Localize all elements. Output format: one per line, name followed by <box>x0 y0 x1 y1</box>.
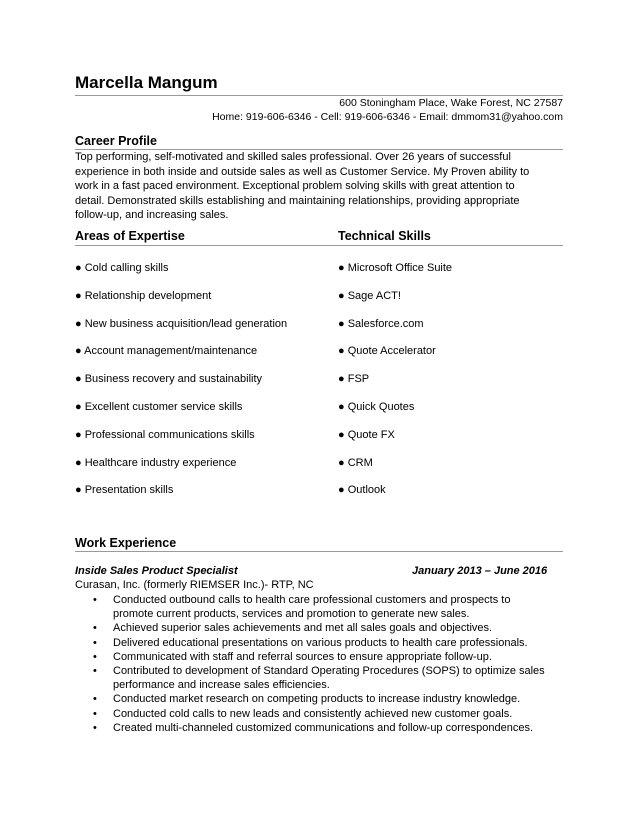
skill-label: Account management/maintenance <box>84 345 258 358</box>
address: 600 Stoningham Place, Wake Forest, NC 27587 <box>339 97 563 109</box>
technical-skill-item <box>338 345 436 357</box>
header-divider <box>75 95 563 96</box>
skill-label: Quick Quotes <box>347 401 415 413</box>
bullet-icon: • <box>93 622 97 635</box>
skill-label: Presentation skills <box>84 484 174 497</box>
duty-text: Communicated with staff and referral sources to ensure appropriate follow-up. <box>113 650 492 663</box>
profile-line: follow-up, and increasing sales. <box>75 209 229 221</box>
work-heading: Work Experience <box>75 536 177 550</box>
skill-label: Business recovery and sustainability <box>84 373 263 386</box>
duty-text: Conducted market research on competing products to increase industry knowledge. <box>113 693 521 706</box>
work-divider <box>75 551 563 552</box>
duty-text: performance and increase sales efficiencies. <box>113 679 330 692</box>
bullet-icon: ● <box>75 317 82 330</box>
bullet-icon: • <box>93 650 97 663</box>
skill-label: Microsoft Office Suite <box>347 262 453 274</box>
bullet-icon: ● <box>338 484 345 497</box>
skill-label: Professional communications skills <box>84 428 255 441</box>
technical-heading: Technical Skills <box>338 229 431 243</box>
expertise-item <box>75 429 255 441</box>
candidate-name: Marcella Mangum <box>75 73 218 92</box>
bullet-icon: • <box>93 594 97 606</box>
expertise-item <box>75 401 242 413</box>
bullet-icon: ● <box>75 262 82 274</box>
career-profile-text <box>75 150 565 223</box>
expertise-item <box>75 345 257 357</box>
technical-skill-item <box>338 457 373 469</box>
bullet-icon: ● <box>75 484 82 497</box>
duty-item <box>93 664 573 692</box>
profile-line: work in a fast paced environment. Exceptional problem solving skills with great attention to <box>75 180 515 192</box>
expertise-item <box>75 262 168 274</box>
skill-label: New business acquisition/lead generation <box>84 317 288 330</box>
technical-skill-item <box>338 373 369 385</box>
duty-text: Contributed to development of Standard Operating Procedures (SOPS) to optimize sales <box>113 665 545 678</box>
bullet-icon: ● <box>75 428 82 441</box>
technical-skill-item <box>338 429 395 441</box>
bullet-icon: ● <box>75 289 82 302</box>
technical-skill-item <box>338 262 452 274</box>
skill-label: Outlook <box>347 484 386 497</box>
job-title: Inside Sales Product Specialist <box>75 565 238 577</box>
bullet-icon: • <box>93 707 97 720</box>
job-duties-list <box>93 593 573 735</box>
duty-item <box>93 707 573 721</box>
contact-line: Home: 919-606-6346 - Cell: 919-606-6346 - Email: dmmom31@yahoo.com <box>212 111 563 123</box>
skill-label: Cold calling skills <box>84 262 169 274</box>
duty-item <box>93 636 573 650</box>
bullet-icon: ● <box>338 456 345 469</box>
skill-label: FSP <box>347 373 370 386</box>
technical-skill-item <box>338 318 424 330</box>
bullet-icon: ● <box>338 262 345 274</box>
profile-line: Top performing, self-motivated and skilled sales professional. Over 26 years of successful <box>75 151 511 163</box>
skill-label: Salesforce.com <box>347 317 424 330</box>
bullet-icon: ● <box>338 428 345 441</box>
bullet-icon: • <box>93 665 97 678</box>
duty-text: Created multi-channeled customized communications and follow-up correspondences. <box>113 721 534 734</box>
bullet-icon: ● <box>338 317 345 330</box>
duty-item <box>93 692 573 706</box>
duty-item <box>93 621 573 635</box>
job-company: Curasan, Inc. (formerly RIEMSER Inc.)- RTP, NC <box>75 579 314 591</box>
expertise-item <box>75 457 236 469</box>
duty-text: Delivered educational presentations on various products to health care professionals. <box>113 636 528 649</box>
expertise-item <box>75 484 173 496</box>
skill-label: Quote Accelerator <box>347 345 436 358</box>
bullet-icon: ● <box>75 373 82 386</box>
skill-label: Healthcare industry experience <box>84 456 237 469</box>
expertise-item <box>75 318 287 330</box>
technical-skill-item <box>338 290 401 302</box>
duty-item <box>93 721 573 735</box>
duty-text: Conducted outbound calls to health care professional customers and prospects to <box>113 594 511 606</box>
skill-label: Excellent customer service skills <box>84 401 243 413</box>
bullet-icon: ● <box>75 401 82 413</box>
career-profile-heading: Career Profile <box>75 134 157 148</box>
bullet-icon: ● <box>75 345 82 358</box>
bullet-icon: ● <box>338 373 345 386</box>
skill-label: CRM <box>347 456 373 469</box>
skills-divider <box>75 245 563 246</box>
duty-text: promote current products, services and promotion to generate new sales. <box>113 608 470 621</box>
technical-skill-item <box>338 401 414 413</box>
duty-text: Achieved superior sales achievements and met all sales goals and objectives. <box>113 622 493 635</box>
bullet-icon: ● <box>338 289 345 302</box>
profile-line: experience in both inside and outside sales as well as Customer Service. My Proven ability to <box>75 165 530 178</box>
expertise-item <box>75 290 211 302</box>
skill-label: Sage ACT! <box>347 289 401 302</box>
bullet-icon: • <box>93 636 97 649</box>
profile-line: detail. Demonstrated skills establishing and maintaining relationships, providing appropriate <box>75 194 520 207</box>
duty-item <box>93 650 573 664</box>
duty-text: Conducted cold calls to new leads and consistently achieved new customer goals. <box>113 707 513 720</box>
technical-skill-item <box>338 484 386 496</box>
bullet-icon: ● <box>75 456 82 469</box>
bullet-icon: • <box>93 721 97 734</box>
bullet-icon: ● <box>338 401 345 413</box>
bullet-icon: ● <box>338 345 345 358</box>
job-dates: January 2013 – June 2016 <box>412 565 548 577</box>
skill-label: Quote FX <box>347 428 395 441</box>
duty-item <box>93 593 573 621</box>
bullet-icon: • <box>93 693 97 706</box>
expertise-item <box>75 373 262 385</box>
expertise-heading: Areas of Expertise <box>75 229 185 243</box>
skill-label: Relationship development <box>84 289 212 302</box>
